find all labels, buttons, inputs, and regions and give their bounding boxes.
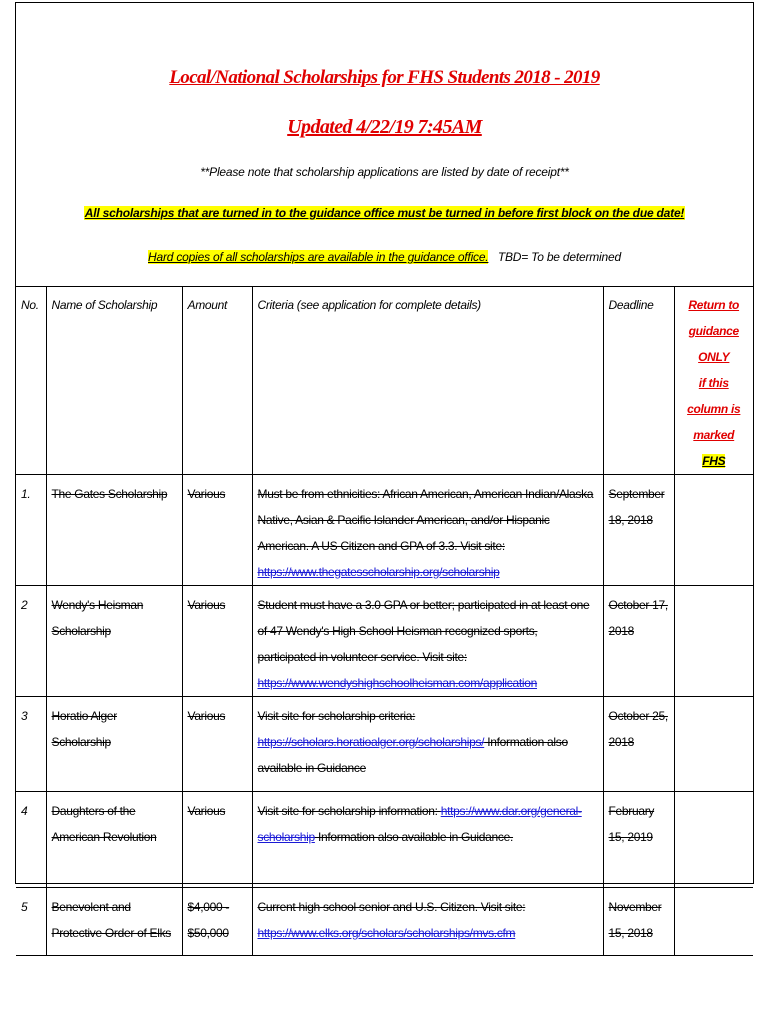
scholarship-name: Daughters of the American Revolution	[46, 792, 182, 888]
scholarship-amount: Various	[182, 586, 252, 697]
return-line-2: guidance ONLY	[688, 324, 739, 364]
scholarship-deadline: November 15, 2018	[603, 888, 674, 956]
return-line-1: Return to	[688, 298, 740, 312]
criteria-text: Visit site for scholarship criteria:	[257, 709, 416, 723]
scholarship-deadline: February 15, 2019	[603, 792, 674, 888]
table-row	[16, 888, 753, 956]
scholarship-name: Wendy's Heisman Scholarship	[46, 586, 182, 697]
return-cell	[674, 697, 753, 792]
scholarship-deadline: October 25, 2018	[603, 697, 674, 792]
receipt-order-note: **Please note that scholarship applications are listed by date of receipt**	[200, 165, 569, 179]
return-line-3: if this column is	[687, 376, 741, 416]
scholarship-amount: $4,000 - $50,000	[182, 888, 252, 956]
criteria-text: Current high school senior and U.S. Citizen. Visit site:	[257, 900, 526, 914]
return-cell	[674, 888, 753, 956]
table-row	[16, 586, 753, 697]
criteria-text: Visit site for scholarship information:	[257, 804, 441, 818]
criteria-text: Must be from ethnicities: African American, American Indian/Alaska Native, Asian & Pacific Islander American, and/or Hispanic American. A US Citizen and GPA of 3.3. Visit site:	[257, 487, 594, 553]
return-cell	[674, 792, 753, 888]
table-row	[16, 792, 753, 888]
scholarship-amount: Various	[182, 475, 252, 586]
scholarship-criteria	[252, 792, 603, 888]
return-cell	[674, 586, 753, 697]
scholarship-link[interactable]: https://www.thegatesscholarship.org/scholarship	[257, 565, 500, 579]
table-row	[16, 475, 753, 586]
page-title: Local/National Scholarships for FHS Students 2018 - 2019	[169, 67, 600, 88]
table-row	[16, 697, 753, 792]
col-header-name: Name of Scholarship	[46, 286, 182, 475]
col-header-deadline: Deadline	[603, 286, 674, 475]
table-header-row	[16, 286, 753, 475]
hard-copies-note	[16, 250, 753, 264]
row-number: 2	[16, 586, 46, 697]
col-header-no: No.	[16, 286, 46, 475]
due-date-warning	[16, 206, 753, 220]
row-number: 1.	[16, 475, 46, 586]
criteria-text: Student must have a 3.0 GPA or better; participated in at least one of 47 Wendy's High School Heisman recognized sports, participated in volunteer service. Visit site:	[257, 598, 590, 664]
scholarship-link[interactable]: https://scholars.horatioalger.org/scholarships/	[257, 735, 485, 749]
return-cell	[674, 475, 753, 586]
row-number: 3	[16, 697, 46, 792]
scholarship-name: Benevolent and Protective Order of Elks	[46, 888, 182, 956]
tbd-legend: TBD= To be determined	[497, 250, 621, 264]
scholarship-criteria	[252, 475, 603, 586]
scholarship-deadline: October 17, 2018	[603, 586, 674, 697]
row-number: 4	[16, 792, 46, 888]
scholarship-criteria	[252, 697, 603, 792]
scholarship-document	[15, 2, 754, 940]
scholarship-link[interactable]: https://www.elks.org/scholars/scholarships/mvs.cfm	[257, 926, 516, 940]
scholarship-name: Horatio Alger Scholarship	[46, 697, 182, 792]
scholarship-amount: Various	[182, 697, 252, 792]
document-header	[16, 3, 753, 287]
criteria-after-text: Information also available in Guidance.	[314, 830, 514, 844]
scholarship-criteria	[252, 586, 603, 697]
due-date-warning-text: All scholarships that are turned in to the guidance office must be turned in before first block on the due date!	[84, 206, 685, 220]
criteria-after-text: Information also available in Guidance	[257, 735, 568, 775]
return-line-4: marked	[693, 428, 735, 442]
updated-timestamp: Updated 4/22/19 7:45AM	[287, 116, 482, 138]
scholarship-name: The Gates Scholarship	[46, 475, 182, 586]
scholarship-deadline: September 18, 2018	[603, 475, 674, 586]
scholarship-link[interactable]: https://www.wendyshighschoolheisman.com/application	[257, 676, 538, 690]
scholarship-table	[16, 286, 753, 956]
col-header-return	[674, 286, 753, 475]
col-header-amount: Amount	[182, 286, 252, 475]
return-fhs-marker: FHS	[702, 454, 726, 468]
scholarship-link[interactable]: https://www.dar.org/general-scholarship	[257, 804, 582, 844]
hard-copies-text: Hard copies of all scholarships are available in the guidance office.	[148, 250, 489, 264]
row-number: 5	[16, 888, 46, 956]
scholarship-criteria	[252, 888, 603, 956]
col-header-criteria: Criteria (see application for complete details)	[252, 286, 603, 475]
scholarship-amount: Various	[182, 792, 252, 888]
